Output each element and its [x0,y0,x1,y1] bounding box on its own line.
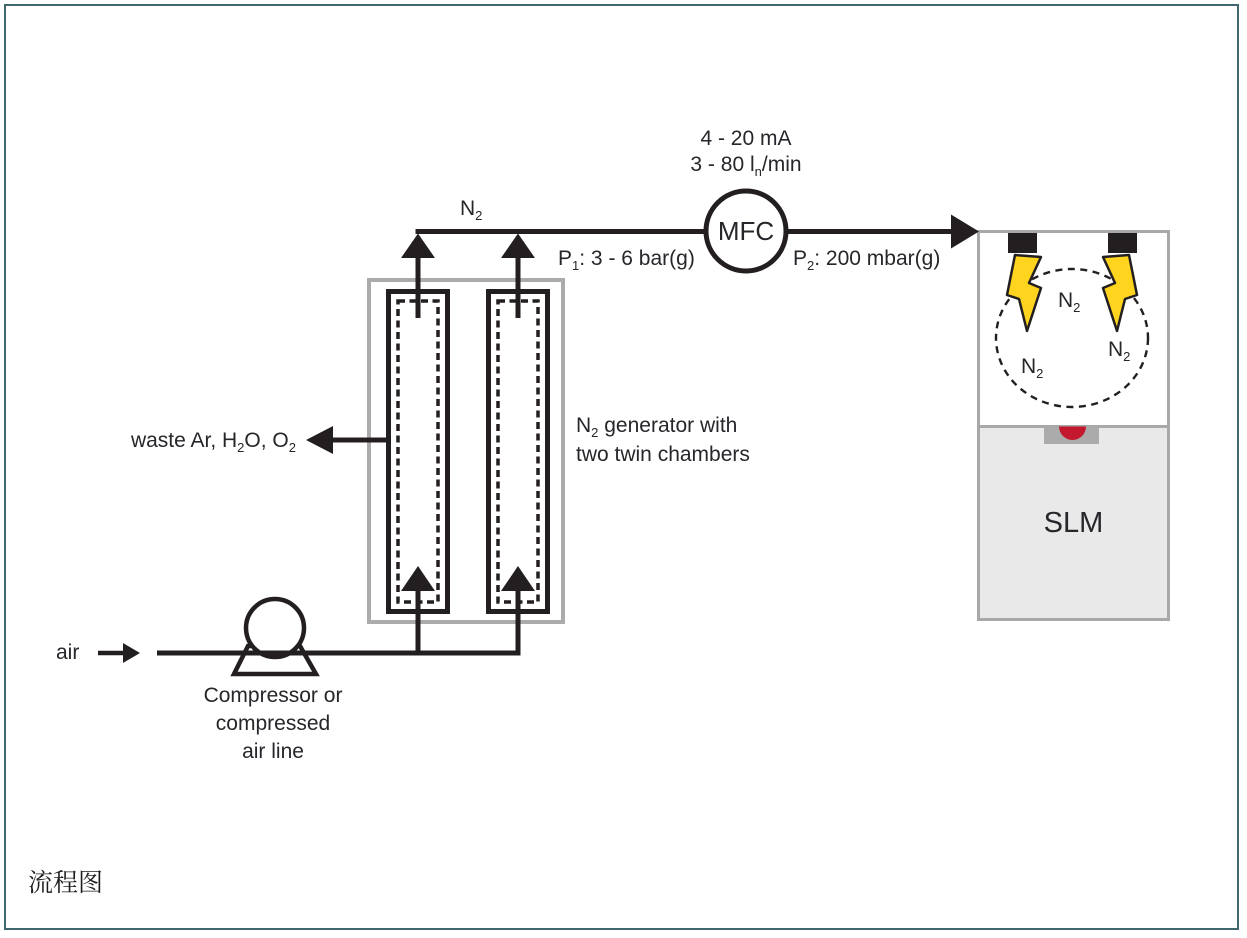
compressor-label-line1: Compressor or [203,684,343,707]
generator-label [576,411,750,469]
outlet-arrowhead-left [401,234,435,259]
air-label: air [56,641,80,664]
slm-n2-right-label: $N_2$ [1108,338,1131,365]
generator-label-line2: two twin chambers [576,443,750,466]
compressor-circle [246,599,304,657]
slm-inlet-arrowhead [951,215,979,249]
slm-n2-left-label: $N_2$ [1021,355,1044,382]
mfc-signal-label: 4 - 20 mA [700,127,792,150]
slm-n2-top-label: $N_2$ [1058,289,1081,316]
gas-nozzle-right [1108,233,1137,253]
compressor-label-line2: compressed [215,712,331,735]
waste-label: waste Ar, $H_2O$, $O_2$ [130,429,296,456]
compressor-symbol [234,599,316,674]
compressor-label-line3: air line [242,740,304,763]
p1-pressure-label: $P_1$: 3 - 6 bar(g) [558,247,695,274]
generator-label-line1: $N_2$ generator with [576,414,738,441]
slm-label: SLM [1043,507,1104,539]
compressor-label [171,682,375,766]
p2-pressure-label: $P_2$: 200 mbar(g) [793,247,941,274]
gas-nozzle-left [1008,233,1037,253]
slm-process-chamber [979,232,1169,427]
caption: 流程图 [28,870,104,897]
mfc-label: MFC [717,216,775,246]
mfc-flow-range-label: 3 - 80 $l_n/\min$ [690,153,802,180]
air-inlet-arrowhead [123,643,140,663]
waste-arrowhead [306,426,333,454]
outlet-arrowhead-right [501,234,535,259]
n2-generator [369,280,563,622]
n2-outlet-label: $N_2$ [460,197,483,224]
